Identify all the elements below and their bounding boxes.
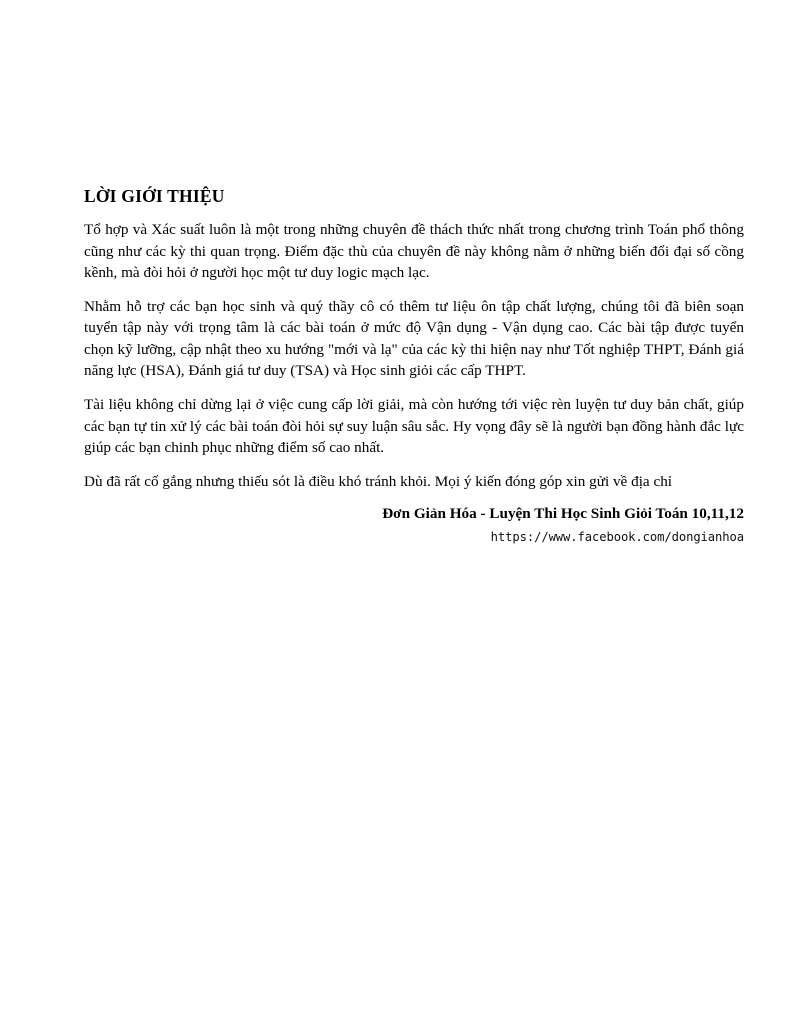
document-body xyxy=(84,186,744,544)
paragraph-1: Tổ hợp và Xác suất luôn là một trong những chuyên đề thách thức nhất trong chương trình Toán phổ thông cũng như các kỳ thi quan trọng. Điểm đặc thù của chuyên đề này không nằm ở những biến đổi đại số cồng kềnh, mà đòi hỏi ở người học một tư duy logic mạch lạc. xyxy=(84,221,744,282)
paragraph-2: Nhằm hỗ trợ các bạn học sinh và quý thầy cô có thêm tư liệu ôn tập chất lượng, chúng tôi đã biên soạn tuyển tập này với trọng tâm là các bài toán ở mức độ Vận dụng - Vận dụng cao. Các bài tập được tuyển chọn kỹ lưỡng, cập nhật theo xu hướng "mới và lạ" của các kỳ thi hiện nay như Tốt nghiệp THPT, Đánh giá năng lực (HSA), Đánh giá tư duy (TSA) và Học sinh giỏi các cấp THPT. xyxy=(84,297,744,380)
paragraph-3: Tài liệu không chỉ dừng lại ở việc cung cấp lời giải, mà còn hướng tới việc rèn luyện tư duy bản chất, giúp các bạn tự tin xử lý các bài toán đòi hỏi sự suy luận sâu sắc. Hy vọng đây sẽ là người bạn đồng hành đắc lực giúp các bạn chinh phục những điểm số cao nhất. xyxy=(84,396,744,457)
paragraph-4: Dù đã rất cố gắng nhưng thiếu sót là điều khó tránh khỏi. Mọi ý kiến đóng góp xin gửi về địa chỉ xyxy=(84,472,673,490)
signature-line: Đơn Giản Hóa - Luyện Thi Học Sinh Giỏi Toán 10,11,12 xyxy=(382,505,744,523)
page-title: LỜI GIỚI THIỆU xyxy=(84,186,225,206)
facebook-link[interactable]: https://www.facebook.com/dongianhoa xyxy=(490,530,744,545)
